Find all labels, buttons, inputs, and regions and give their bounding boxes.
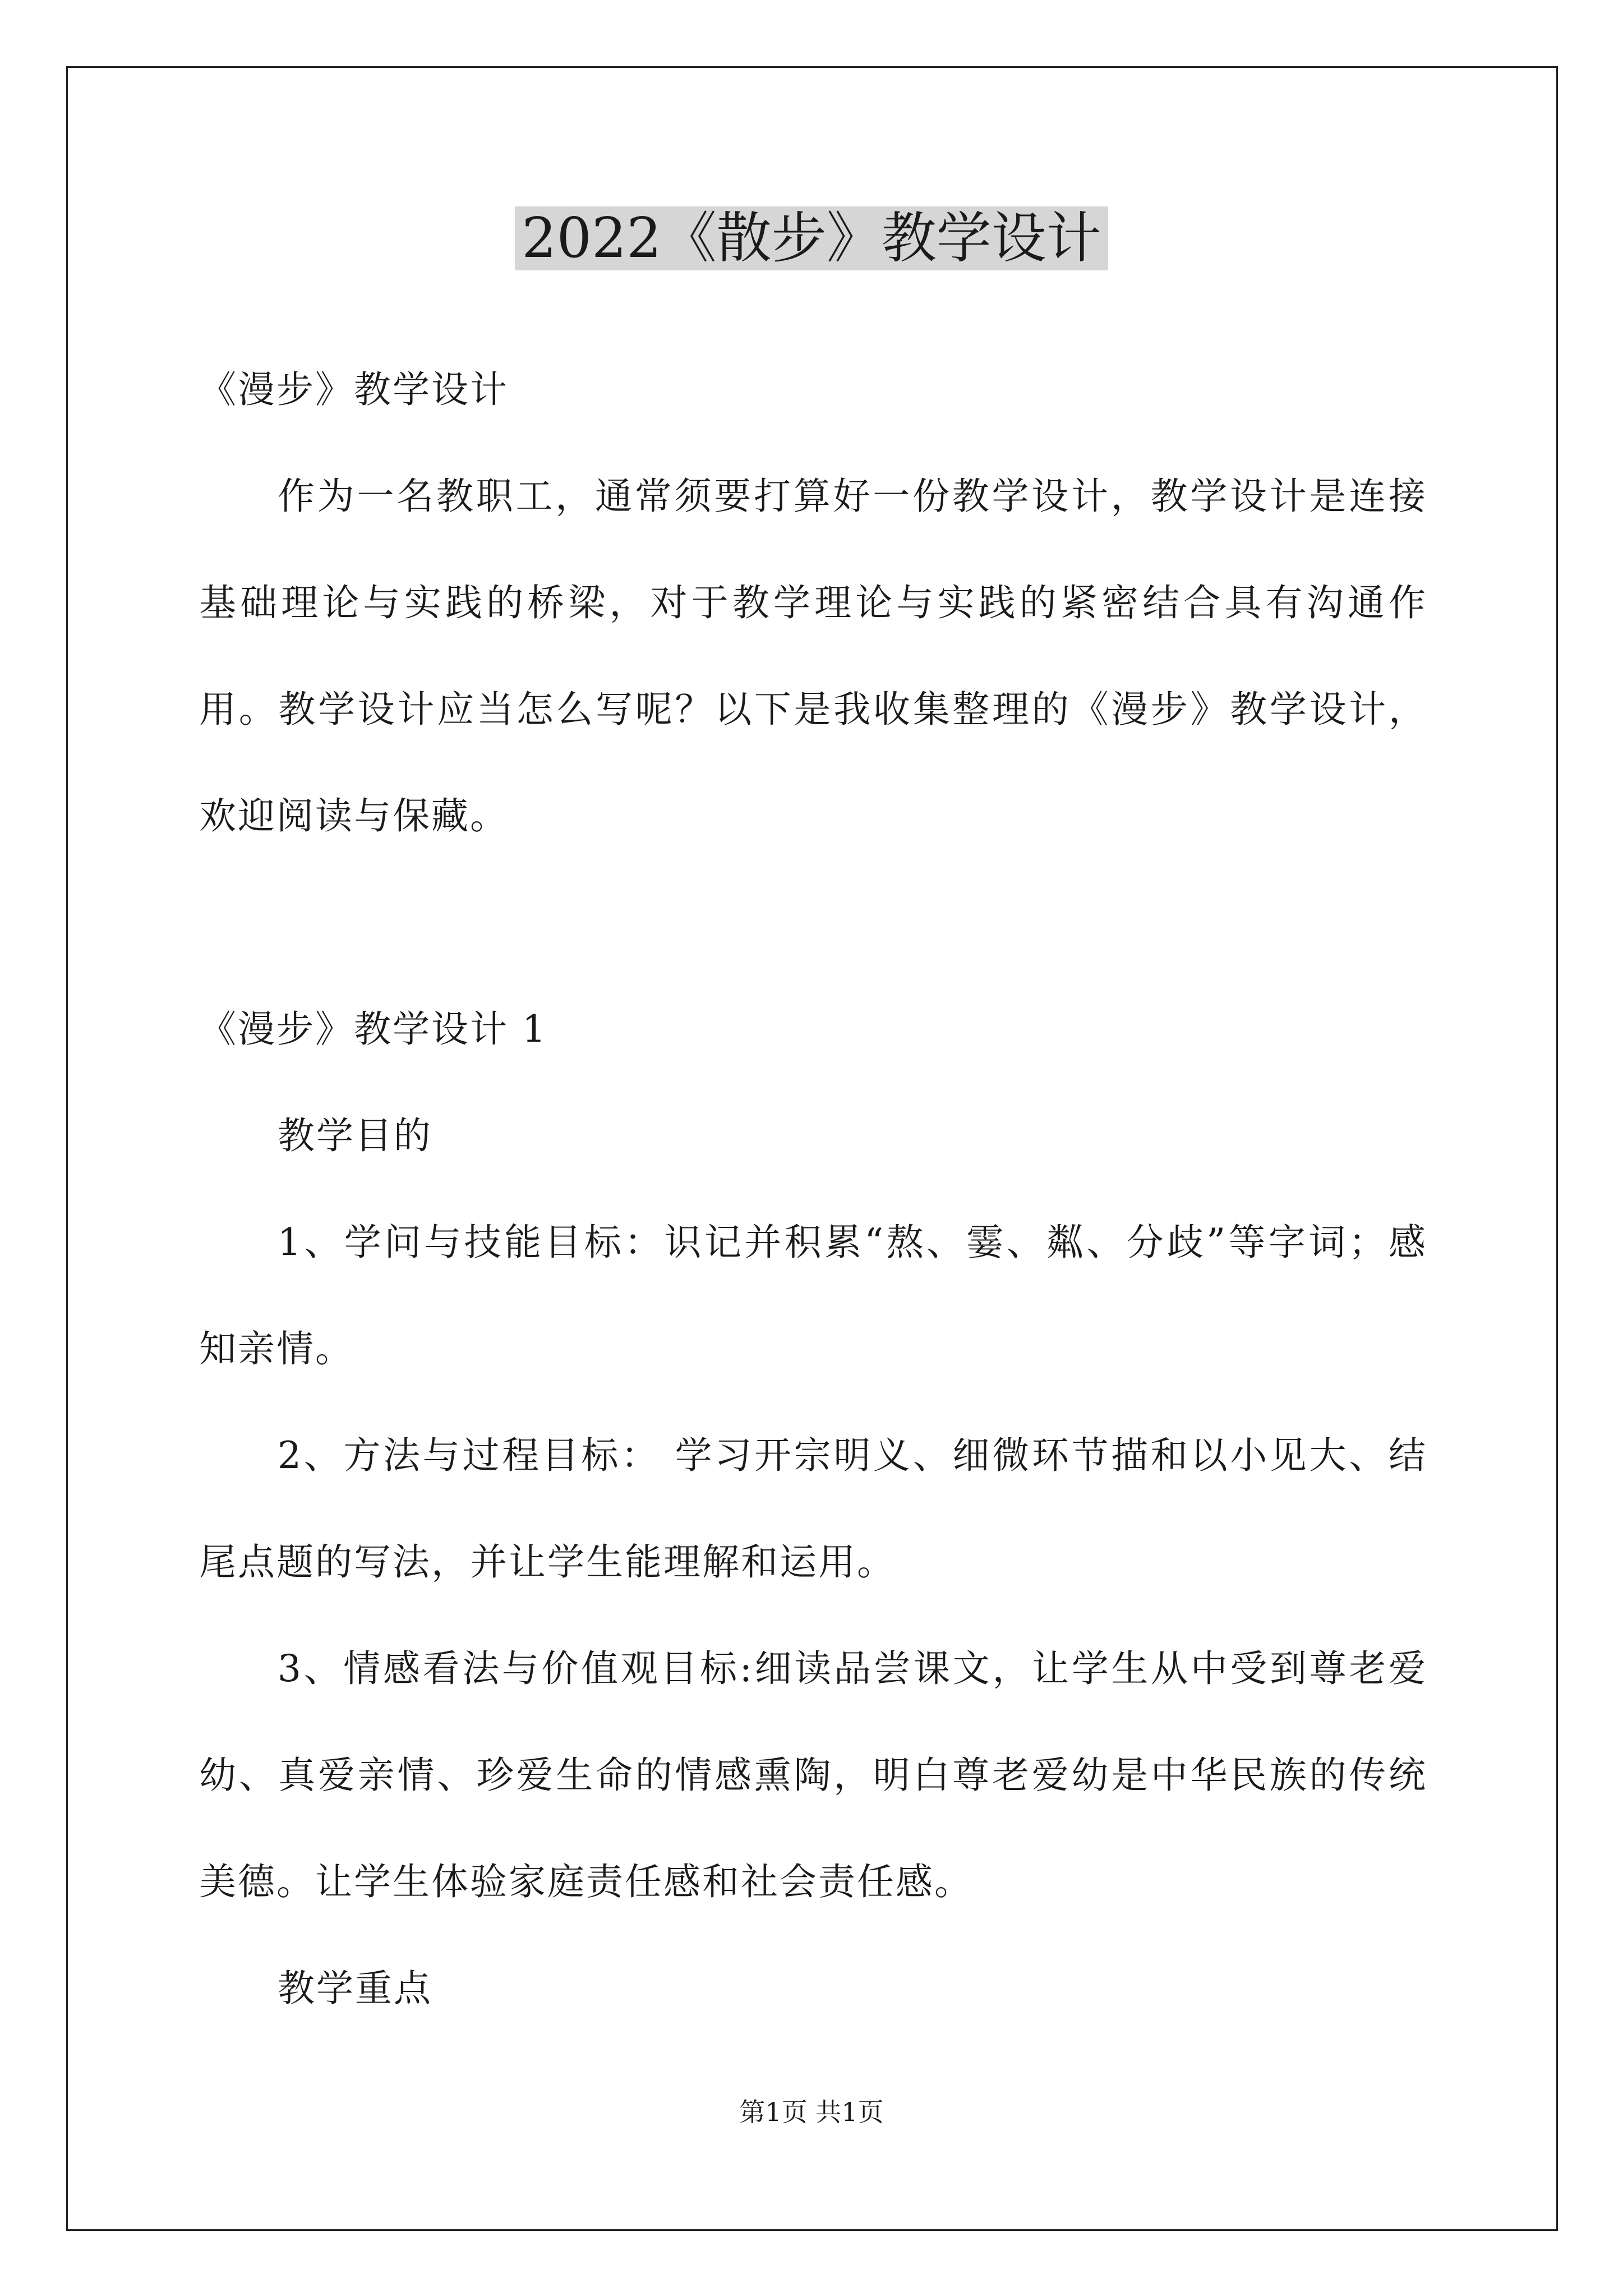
intro-heading: 《漫步》教学设计 — [199, 368, 509, 411]
section-heading: 《漫步》教学设计 1 — [199, 1007, 547, 1051]
objective-item: 1、学问与技能目标：识记并积累“熬、霎、粼、分歧”等字词；感知亲情。 — [199, 1221, 1427, 1370]
objectives-heading: 教学目的 — [278, 1114, 432, 1157]
page-number: 第1页 共1页 — [739, 2097, 884, 2127]
section-spacer — [199, 869, 1427, 976]
document-title-text: 2022《散步》教学设计 — [515, 206, 1108, 270]
objective-item: 2、方法与过程目标： 学习开宗明义、细微环节描和以小见大、结尾点题的写法，并让学生能理解和运用。 — [199, 1434, 1427, 1584]
document-body — [199, 337, 1427, 2042]
intro-paragraph: 作为一名教职工，通常须要打算好一份教学设计，教学设计是连接基础理论与实践的桥梁，对于教学理论与实践的紧密结合具有沟通作用。教学设计应当怎么写呢？以下是我收集整理的《漫步》教学设计，欢迎阅读与保藏。 — [199, 475, 1427, 838]
objective-item: 3、情感看法与价值观目标:细读品尝课文，让学生从中受到尊老爱幼、真爱亲情、珍爱生命的情感熏陶，明白尊老爱幼是中华民族的传统美德。让学生体验家庭责任感和社会责任感。 — [199, 1647, 1427, 1903]
key-points-heading: 教学重点 — [278, 1967, 432, 2010]
document-title — [0, 202, 1623, 275]
